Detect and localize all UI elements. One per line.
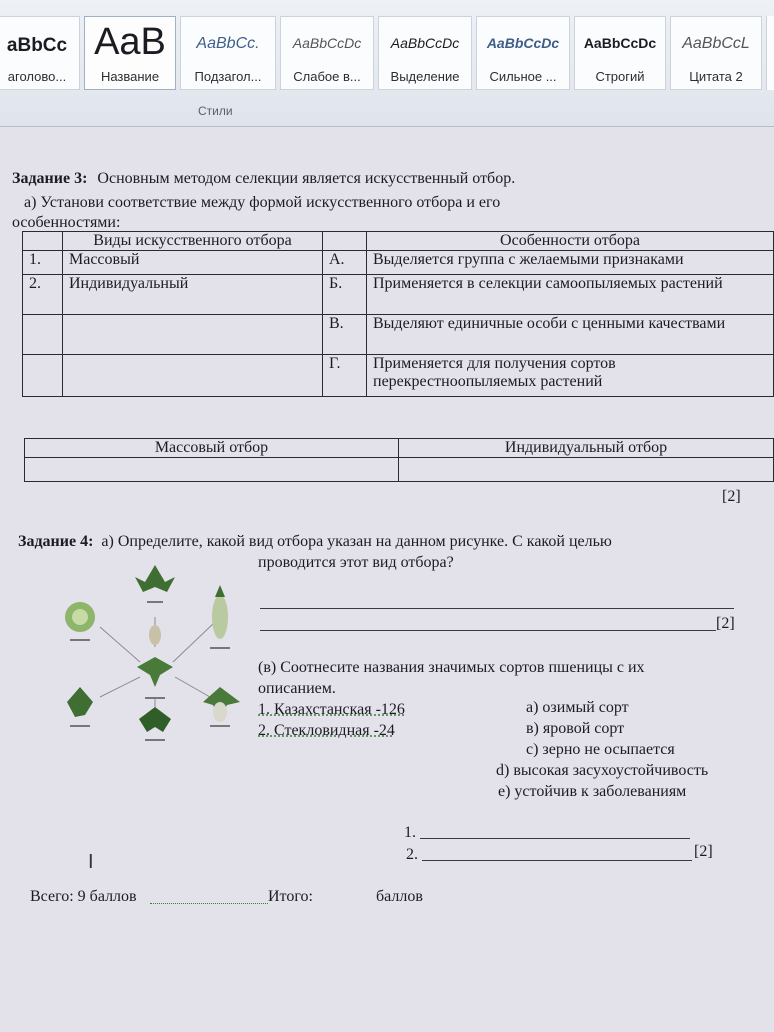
task4-question-b-line2: описанием. bbox=[258, 680, 336, 697]
task3-question-line1: а) Установи соответствие между формой искусственного отбора и его bbox=[24, 194, 501, 211]
style-preview: AaBbCcDc bbox=[583, 35, 657, 51]
answer-line[interactable] bbox=[260, 608, 734, 609]
styles-group-label: Стили bbox=[198, 104, 233, 118]
style-label: Строгий bbox=[595, 69, 645, 84]
task4-heading bbox=[18, 533, 612, 551]
row-number: 2. bbox=[23, 275, 63, 315]
answer-cell-mass[interactable] bbox=[25, 458, 399, 482]
answer-line[interactable] bbox=[260, 630, 716, 631]
result-points-label: баллов bbox=[376, 888, 423, 905]
row-type: Индивидуальный bbox=[63, 275, 323, 315]
style-label: Слабое в... bbox=[293, 69, 361, 84]
style-tile-emphasis[interactable] bbox=[378, 16, 472, 90]
style-label: аголово... bbox=[7, 69, 67, 84]
task4-question-a-line2: проводится этот вид отбора? bbox=[258, 554, 454, 571]
row-letter: Б. bbox=[323, 275, 367, 315]
style-tile-title[interactable] bbox=[84, 16, 176, 90]
option-e: e) устойчив к заболеваниям bbox=[498, 783, 687, 800]
task3-title: Задание 3: bbox=[12, 170, 88, 187]
row-letter: Г. bbox=[323, 355, 367, 397]
style-label: Сильное ... bbox=[489, 69, 557, 84]
row-number bbox=[23, 315, 63, 355]
style-tile-quote[interactable] bbox=[670, 16, 762, 90]
plant-center-icon bbox=[137, 625, 173, 699]
cabbage-icon bbox=[65, 602, 95, 641]
style-preview: AaBbCcL bbox=[682, 35, 750, 52]
task3-heading bbox=[12, 170, 515, 188]
plant-selection-diagram bbox=[55, 557, 255, 752]
task4-score-a: [2] bbox=[716, 615, 735, 632]
task4-question-b-line1: (в) Соотнесите названия значимых сортов пшеницы с их bbox=[258, 659, 645, 676]
style-tile-subtle-emphasis[interactable] bbox=[280, 16, 374, 90]
plant-top-icon bbox=[135, 565, 175, 603]
answer-input-row bbox=[25, 458, 774, 482]
option-a: а) озимый сорт bbox=[526, 699, 629, 716]
plant-bottom-icon bbox=[139, 707, 171, 741]
answer-label-1: 1. bbox=[404, 824, 416, 841]
task3-answer-table bbox=[24, 438, 774, 482]
answer-cell-individual[interactable] bbox=[399, 458, 774, 482]
option-d: d) высокая засухоустойчивость bbox=[496, 762, 709, 779]
task3-matching-table bbox=[22, 231, 774, 397]
table-row bbox=[23, 251, 774, 275]
style-tile-intense-emphasis[interactable] bbox=[476, 16, 570, 90]
row-letter: В. bbox=[323, 315, 367, 355]
row-number bbox=[23, 355, 63, 397]
option-c: с) зерно не осыпается bbox=[526, 741, 675, 758]
row-feature: Выделяется группа с желаемыми признаками bbox=[367, 251, 774, 275]
task4-question-a-line1: а) Определите, какой вид отбора указан на данном рисунке. С какой целью bbox=[101, 533, 612, 550]
style-preview: AaBbCc. bbox=[196, 35, 260, 52]
answer-header-mass: Массовый отбор bbox=[25, 439, 399, 458]
answer-line-1[interactable] bbox=[420, 838, 690, 839]
style-label: Название bbox=[100, 69, 160, 84]
table-header-features: Особенности отбора bbox=[367, 232, 774, 251]
answer-label-2: 2. bbox=[406, 846, 418, 863]
row-type: Массовый bbox=[63, 251, 323, 275]
answer-line-2[interactable] bbox=[422, 860, 692, 861]
style-tile-subtitle[interactable] bbox=[180, 16, 276, 90]
result-label: Итого: bbox=[268, 888, 313, 905]
option-b: в) яровой сорт bbox=[526, 720, 625, 737]
style-tile-heading[interactable] bbox=[0, 16, 80, 90]
text-cursor-icon: I bbox=[88, 851, 94, 873]
style-preview: AaBbCcDc bbox=[486, 35, 560, 51]
style-preview: AaBbCcDc bbox=[292, 35, 362, 51]
style-preview: AaBbCcDc bbox=[390, 35, 460, 51]
row-type bbox=[63, 355, 323, 397]
total-points: Всего: 9 баллов bbox=[30, 888, 137, 905]
task4-title: Задание 4: bbox=[18, 533, 94, 550]
style-preview: AaB bbox=[94, 21, 166, 63]
style-tile-overflow[interactable] bbox=[766, 16, 774, 90]
wheat-sort-2: 2. Стекловидная -24 bbox=[258, 722, 395, 739]
style-tile-strong[interactable] bbox=[574, 16, 666, 90]
plant-right-bottom-icon bbox=[203, 687, 240, 727]
row-number: 1. bbox=[23, 251, 63, 275]
answer-header-row bbox=[25, 439, 774, 458]
table-row bbox=[23, 275, 774, 315]
task3-question-line2: особенностями: bbox=[12, 214, 121, 231]
task4-score-b: [2] bbox=[694, 843, 713, 860]
styles-ribbon bbox=[0, 0, 774, 127]
table-header-row bbox=[23, 232, 774, 251]
wheat-sort-1: 1. Казахстанская -126 bbox=[258, 701, 405, 718]
row-feature: Применяется в селекции самоопыляемых растений bbox=[367, 275, 774, 315]
task3-intro: Основным методом селекции является искусственный отбор. bbox=[97, 170, 516, 187]
row-feature: Выделяют единичные особи с ценными качествами bbox=[367, 315, 774, 355]
style-preview: aBbCc bbox=[6, 35, 68, 56]
row-letter: А. bbox=[323, 251, 367, 275]
style-label: Цитата 2 bbox=[689, 69, 743, 84]
row-type bbox=[63, 315, 323, 355]
plant-right-top-icon bbox=[210, 585, 230, 649]
style-label: Подзагол... bbox=[194, 69, 262, 84]
total-points-blank[interactable] bbox=[150, 903, 268, 904]
row-feature: Применяется для получения сортов перекрестноопыляемых растений bbox=[367, 355, 774, 397]
table-row bbox=[23, 355, 774, 397]
table-header-types: Виды искусственного отбора bbox=[63, 232, 323, 251]
style-label: Выделение bbox=[390, 69, 460, 84]
plant-left-bottom-icon bbox=[67, 687, 93, 727]
table-row bbox=[23, 315, 774, 355]
answer-header-individual: Индивидуальный отбор bbox=[399, 439, 774, 458]
task3-score: [2] bbox=[722, 488, 741, 505]
document-page[interactable] bbox=[0, 127, 774, 1032]
